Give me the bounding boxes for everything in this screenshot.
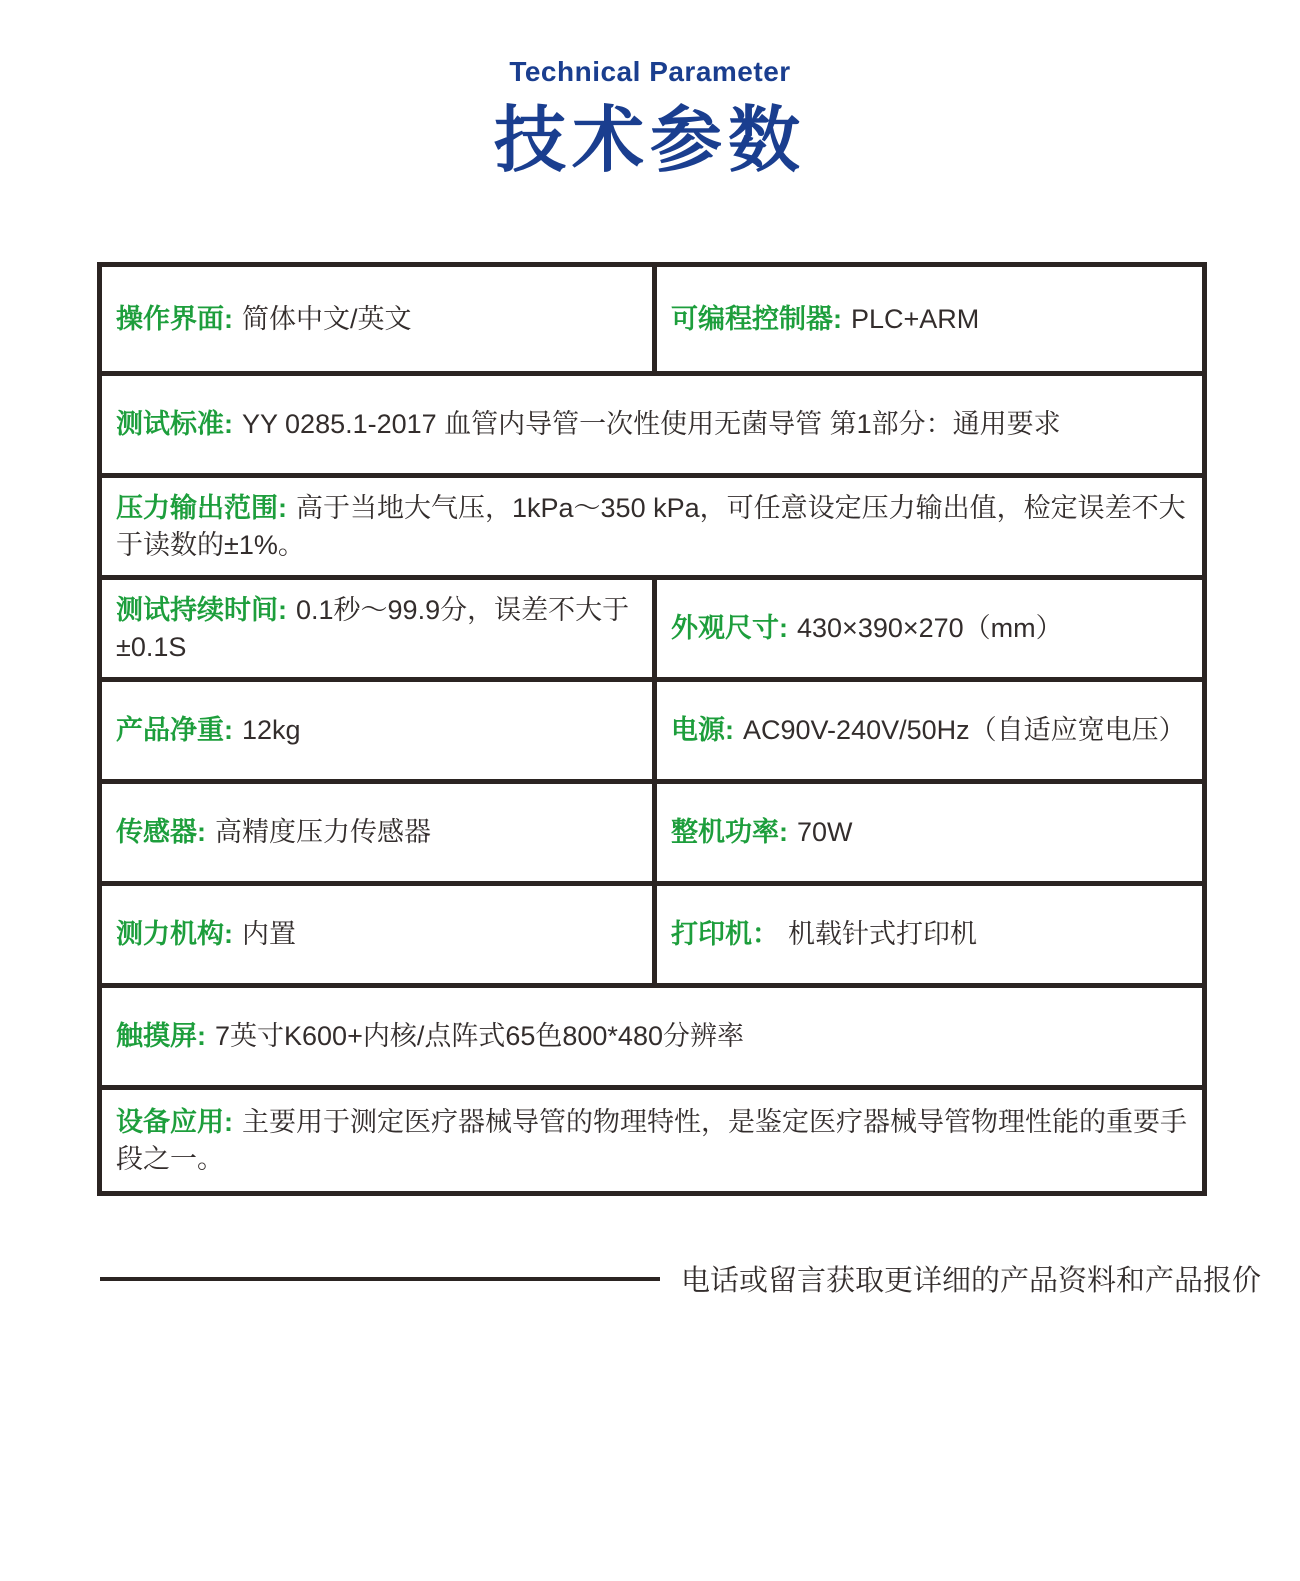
param-cell-printer (652, 886, 1202, 983)
param-cell-force-mechanism (102, 886, 652, 983)
param-cell-device-application (102, 1090, 1202, 1191)
table-row (102, 371, 1202, 473)
param-value: 0.1秒～99.9分，误差不大于±0.1S (116, 595, 630, 662)
table-row (102, 267, 1202, 371)
param-cell-total-power (652, 784, 1202, 881)
param-label: 测力机构: (116, 919, 233, 950)
param-cell-test-duration (102, 580, 652, 677)
param-value: 高于当地大气压，1kPa～350 kPa，可任意设定压力输出值，检定误差不大于读数的±1%。 (116, 493, 1186, 560)
param-label: 传感器: (116, 817, 206, 848)
param-label: 打印机： (671, 919, 779, 950)
param-value: 机载针式打印机 (788, 919, 977, 950)
table-row (102, 779, 1202, 881)
param-value: YY 0285.1-2017 血管内导管一次性使用无菌导管 第1部分：通用要求 (242, 409, 1061, 440)
param-label: 设备应用: (116, 1107, 233, 1138)
param-value: 12kg (242, 715, 301, 746)
footer-note: 电话或留言获取更详细的产品资料和产品报价 (681, 1265, 1262, 1297)
param-label: 压力输出范围: (116, 493, 287, 524)
param-value: 主要用于测定医疗器械导管的物理特性，是鉴定医疗器械导管物理性能的重要手段之一。 (116, 1107, 1187, 1174)
param-value: 简体中文/英文 (242, 303, 412, 334)
param-cell-power-supply (652, 682, 1202, 779)
param-value: 70W (797, 817, 853, 848)
param-value: 高精度压力传感器 (215, 817, 431, 848)
param-cell-pressure-output-range (102, 478, 1202, 575)
page-title: 技术参数 (493, 101, 806, 181)
param-cell-touch-screen (102, 988, 1202, 1085)
param-cell-sensor (102, 784, 652, 881)
param-label: 外观尺寸: (671, 613, 788, 644)
param-cell-operation-interface (102, 267, 652, 371)
param-value: PLC+ARM (851, 303, 980, 334)
parameter-table (97, 262, 1207, 1196)
table-row (102, 677, 1202, 779)
param-label: 触摸屏: (116, 1021, 206, 1052)
header-subtitle: Technical Parameter (509, 56, 791, 87)
param-value: 内置 (242, 919, 296, 950)
table-row (102, 983, 1202, 1085)
param-label: 电源: (671, 715, 734, 746)
param-cell-net-weight (102, 682, 652, 779)
footer (100, 1258, 1262, 1299)
param-label: 操作界面: (116, 303, 233, 334)
table-row (102, 473, 1202, 575)
param-cell-dimensions (652, 580, 1202, 677)
table-row (102, 881, 1202, 983)
param-cell-test-standard (102, 376, 1202, 473)
param-label: 整机功率: (671, 817, 788, 848)
param-cell-programmable-controller (652, 267, 1202, 371)
footer-divider-line (100, 1277, 660, 1281)
table-row (102, 575, 1202, 677)
param-value: AC90V-240V/50Hz（自适应宽电压） (743, 715, 1186, 746)
param-label: 产品净重: (116, 715, 233, 746)
param-value: 430×390×270（mm） (797, 613, 1063, 644)
table-row (102, 1085, 1202, 1191)
page-header (0, 56, 1300, 181)
param-label: 测试标准: (116, 409, 233, 440)
param-label: 可编程控制器: (671, 303, 842, 334)
param-label: 测试持续时间: (116, 595, 287, 626)
param-value: 7英寸K600+内核/点阵式65色800*480分辨率 (215, 1021, 744, 1052)
